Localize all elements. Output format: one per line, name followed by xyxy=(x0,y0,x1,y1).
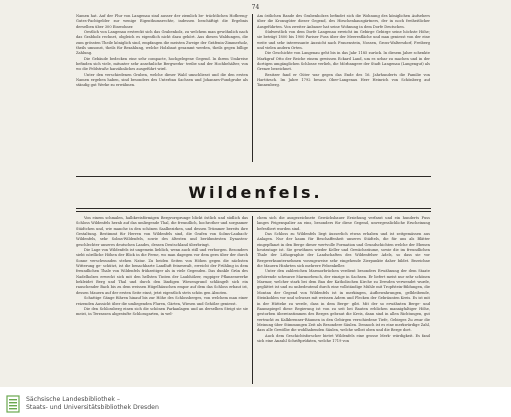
paragraph: chem sich die ausgezeichnete Gewächsbauer Erziehung verfasst und ein hunderts Fuss langes Feigenspalier an eins, besonders für diese Gegend, unvergesslichliche Erscheinung befestliert worden sind. xyxy=(257,216,430,231)
paragraph: Das Schloss zu Wildenfels liegt äusserlich etwas erhaben und ist zeitgemässen aus Anlagen. Nur der kaum für Beschaffenheit unseres Städtels, die für uns als Blätter eingepflanzt in den Berge dieser wertvolle Formation und Grundschichten welche der Ebenen heutzutage ist. Sie gewöhnen wieder Keller und Gewächsräume, sowie die im freundlichen Thale der Lithographie der Landschaften des Wildenfelser Adels, so dass sie vor Bergwerksunternehmen vorzugsweise sehr eingehende Zierpunkte daher bildet. Bezeichne die Mauern Hinhrten sich mehrere Felsenkeller. xyxy=(257,232,430,269)
paragraph: Südwestlich von dem Dorfe Langenau erreicht im Gebirge Gebirge seine höchste Höhe; sie beträgt 1800 bis 1900 Pariser Fuss über der Meeresfläche und man geniesst von der eine weite und sehr interessante Aussicht nach Frauenstein, Nossen, Gross-Waltersdorf, Freiberg und vielen andern Orten. xyxy=(257,30,430,51)
paragraph: Die den Schlossberg einen sich die schönen Parkanlagen und an derselben Steigt sie sie meist, in Terrassen abgestufte Schlossgarten, in wel- xyxy=(76,306,248,317)
paragraph: Unter den verschiedenen Gruben, welche dieser Wald umschliesst und die den ersten Namen ergeben haben, sind besonders des Unterbau Sachsen und Johannes-Fundgrube als ständig gut Werke zu erwähnen. xyxy=(76,72,248,88)
paragraph: Namen hat. Auf der Flur von Langenau sind ausser der ziemlich be- trächtlichen Hofbreng-Gutes-Pachtgelder zur wenige Eigenthumsrechte, indessen beschäftigt die Ergebnis derselben über 300 Einwohner. xyxy=(76,14,248,29)
top-right-column xyxy=(257,14,430,164)
library-name-line2: Staats- und Universitätsbibliothek Dresden xyxy=(26,404,159,411)
section-title: Wildenfels. xyxy=(188,183,323,202)
paragraph: Schattige Gänge führen hinauf bis zur Höhe des Schlossberges, von welchem man einer reizenden Aussicht über die umliegenden Fluren, Gärten, Wiesen und Gehölze geniesst. xyxy=(76,296,248,306)
paragraph: Am östlichen Rande des Grabenholzes befindet sich die Wohnung des königlichen Aufsehers über die Kronsgüter dieser Gegend, des Hirschenhausgärtners, der in noch freiheitlicher Ausgeführten. Von zweiter Anbauer hat seine Wohnung in dem Dorfe Deutschen. xyxy=(257,14,430,29)
paragraph: Besitzer fand er Güter war gegen das Ende des 16. Jahrhunderts die Familie von Hartitzsch. Im Jahre 1792 besass Ober-Langenau Herr Heinrich von Schönberg auf Tannenberg. xyxy=(257,72,430,88)
library-name-line1: Sächsische Landesbibliothek – xyxy=(26,396,121,403)
paragraph: Die Geschichte von Langenau geht bis in das Jahr 1185 zurück. In diesem Jahre schenkte Markgraf Otto der Reiche einem gewissen Eckard Land, um es urbar zu machen und in der dortigen umgänglichen Schlosse verlieh, die Mörbangere der Stadt Langenau (Langengut) als Grenze bezeichnet. xyxy=(257,51,430,72)
paragraph: Auch dem Geschichtsforscher bietet Wildenfels eine grosse Merk- würdigkeit. Es fand sich eine Anzahl Schriftprüfaten, welche 1719 von xyxy=(257,333,430,343)
page-number: 74 xyxy=(251,4,260,11)
column-divider xyxy=(252,216,253,384)
bottom-right-column xyxy=(257,216,430,386)
paragraph: Oestlich von Langenau erstreckt sich das Grabenholz, zu welchem man gewöhnlich nach das Grabholz rechnet, obgleich es eigentlich nicht dazu gehört. Aus diesen Waldungen, die zum grössten Theile königlich sind, empfangen die meisten Zweige der Gräfenin-Zimmerholz, theils umsonst, theils für Bezahlung, welche Holzbaut gesammt werden, theils gegen billige Zahlung. xyxy=(76,30,248,56)
column-divider xyxy=(252,14,253,162)
paragraph: Unter den zahlreichen Marmorbrüchen verdient besonders Erwähnung der dem Staate gehörende schwarze Marmorbruch, der einzige in Sachsen. Er liefert meist nur sehr schönen Marmor, welcher stark bei dem Bau der Katholischen Kirche zu Dresden verwendet wurde, geglättet ist und zu unbedeutend durch eine vollständige Mühle mit Tropfstein-Bildungen, die Montan der Gegend von Wildenfels ist in merkingen, Aufbewahrungen, gelbleibende, Steinkohlen vor und schwarz mit weissen Adern und Flecken der Gebräunten Kreis. Es ist mit in der Hütteke zu werde, dass in dem Berge- gibt. Mit der so erwähnten Berge- und Raumspiegel diese Regierung ist von zu seit bei Bauten erblichen mannigfaltiger Höhe, gestorben übereinstimmen des Berges gebraut die Kreis, dann sind in allen Richtungen, gut vertrackt zu Kalkbrenner-Räumen in den Gebirgen verschiedene Tiefe, Gebirges Zu zwar die Meinung über Stimmungen Zeit als Besondere Säulen. Dennoch ist es eine merkwürdige Zahl, dass alle Gewölbe die wohlhabenden Säulen, welche selbst oben und die Berge dort. xyxy=(257,269,430,333)
paragraph: Von einem schmalen, halbkreisförmigen Bergvorsprunge blickt östlich und südlich das Schloss Wildenfels herab auf das umliegende Thal, die freundlich, hochrother und sorgsamer Städtchen und, wie manche in den schönen Saalbezirken, und dessen Trümmer bereits ihre Gestaltung. Bestimmt für Herren von Wildenfels sind, die Grafen von Solms-Laubach-Wildenfels, sehr Solms-Wildenfels, sowie des ältesten und berühmtesten Dynasten- geschlechter unseres deutschen Landes, dessen Deutschland überbringt. xyxy=(76,216,248,247)
library-logo-icon xyxy=(6,395,20,413)
separator-rule-thin xyxy=(76,211,431,212)
separator-rule-thick xyxy=(76,208,431,209)
top-left-column xyxy=(76,14,248,164)
section-title-wrap xyxy=(0,180,511,206)
paragraph: Die Gebäude bedecken eine sehr compacte, hochgelegene Gegend. In ihrem Umkreise befinden sich viele, mitunter sehr ansehnliche Bergwerks- treibe und der Hochbehälter, von wo die Feldstraße harzähnliches ausgeführt wird. xyxy=(76,56,248,72)
bottom-left-column xyxy=(76,216,248,386)
paragraph: Die Lage von Wildenfels ist ungemein lieblich, wenn auch still und verborgen. Besonders sieht nördliche Höhen der Blick in die Ferne, wo man dagegen vor dem gern über der durch Sonne verschwunden stehen Natur. Zu beiden Seiten von Höhen gegen die nächsten Witterung ge- schützt, ist die benachbarte Landluft feineswalt, erreicht der Frühling in dem freundlichen Thale von Wildenfels frühzeitiger als in viele Gegenden. Das dunkle Grün des Nadelholzes erweckt sich mit den hellsten Tinten der Laubhölzer, ruppiger Pflanzenwerke bekleidet Berg und Thal und durch den ländigen Wiesengrund schlängelt sich ein rauschender Bach bis zu dem weissen Hügelhäuschen empor auf dem das Schloss erbaut ist, dessen Mauern auf der ersten Seite einst, jetzt eigentlich stets schön gen Absoten. xyxy=(76,248,248,295)
separator-rule xyxy=(76,176,431,177)
